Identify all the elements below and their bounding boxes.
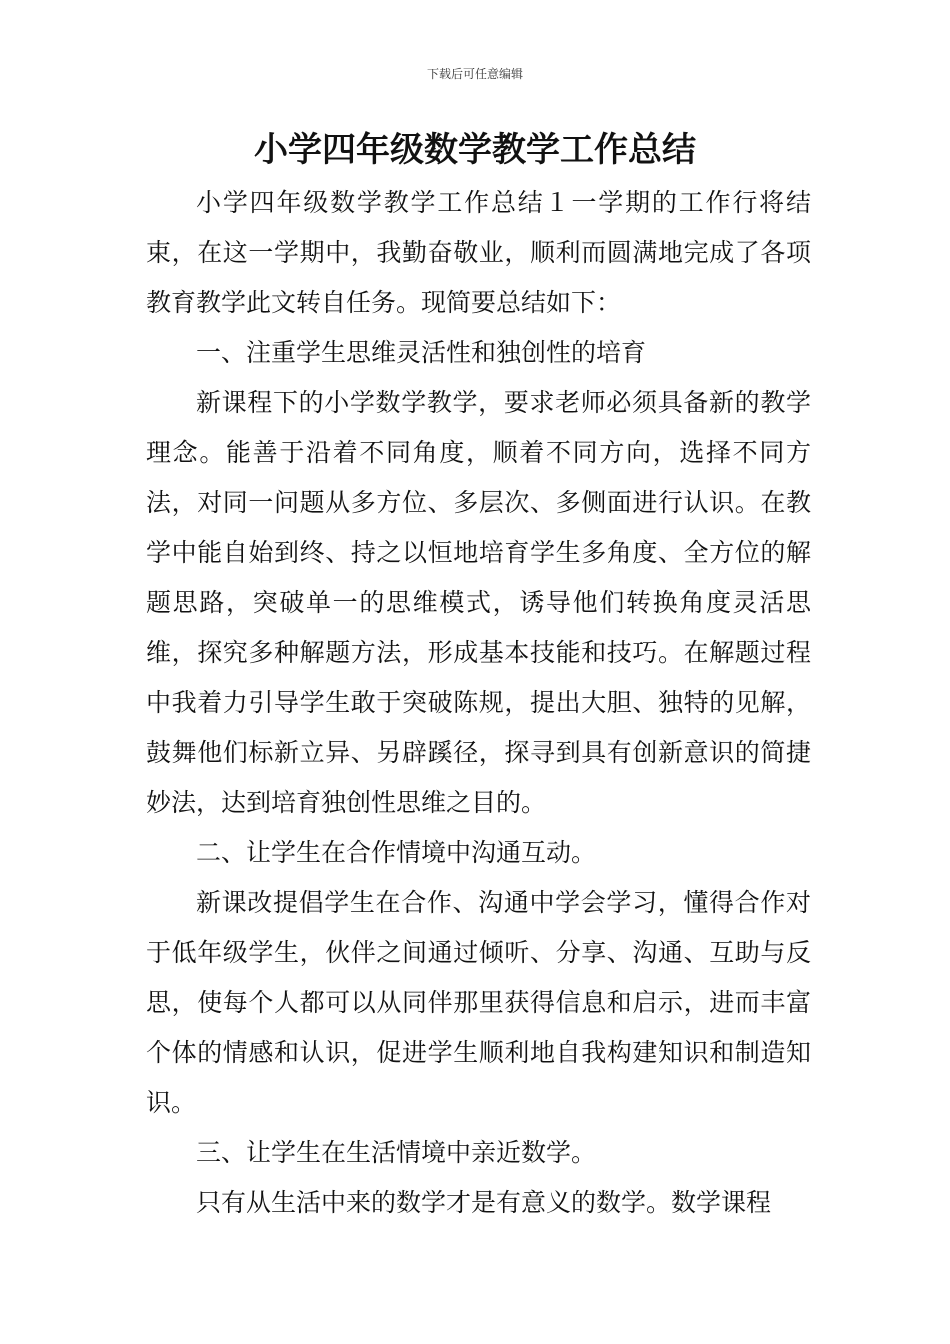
paragraph-section-3: 只有从生活中来的数学才是有意义的数学。数学课程	[196, 1188, 772, 1217]
paragraph-intro: 小学四年级数学教学工作总结１一学期的工作行将结束，在这一学期中，我勤奋敬业，顺利而圆满地完成了各项教育教学此文转自任务。现简要总结如下：	[146, 188, 811, 317]
section-heading-3: 三、让学生在生活情境中亲近数学。	[196, 1138, 597, 1167]
document-title: 小学四年级数学教学工作总结	[254, 130, 696, 170]
section-heading-1: 一、注重学生思维灵活性和独创性的培育	[196, 338, 647, 367]
paragraph-section-2: 新课改提倡学生在合作、沟通中学会学习，懂得合作对于低年级学生，伙伴之间通过倾听、分享、沟通、互助与反思，使每个人都可以从同伴那里获得信息和启示，进而丰富个体的情感和认识，促进学生顺利地自我构建知识和制造知识。	[146, 888, 811, 1117]
document-body	[146, 178, 811, 1228]
section-heading-2: 二、让学生在合作情境中沟通互动。	[196, 838, 597, 867]
paragraph-section-1: 新课程下的小学数学教学，要求老师必须具备新的教学理念。能善于沿着不同角度，顺着不同方向，选择不同方法，对同一问题从多方位、多层次、多侧面进行认识。在教学中能自始到终、持之以恒地培育学生多角度、全方位的解题思路，突破单一的思维模式，诱导他们转换角度灵活思维，探究多种解题方法，形成基本技能和技巧。在解题过程中我着力引导学生敢于突破陈规，提出大胆、独特的见解，鼓舞他们标新立异、另辟蹊径，探寻到具有创新意识的简捷妙法，达到培育独创性思维之目的。	[146, 388, 811, 817]
header-note: 下载后可任意编辑	[426, 67, 523, 81]
